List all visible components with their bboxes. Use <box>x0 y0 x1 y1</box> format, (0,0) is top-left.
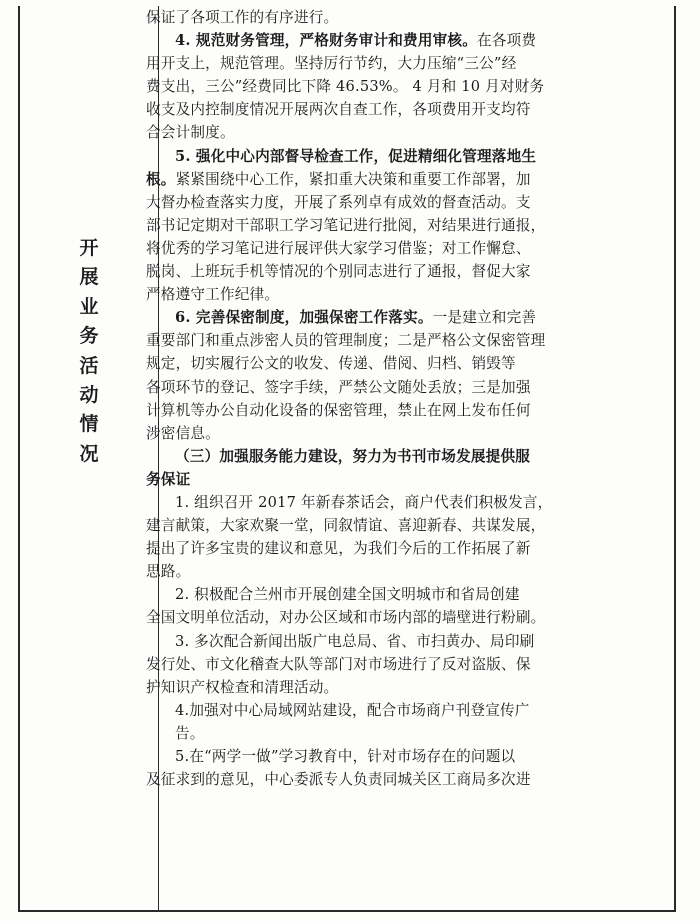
side-label-char: 活 <box>79 354 99 377</box>
body-text: 1. 组织召开 2017 年新春茶话会，商户代表们积极发言， <box>175 493 553 511</box>
text-line <box>146 722 644 745</box>
body-text: 严格遵守工作纪律。 <box>146 286 280 304</box>
text-line <box>146 145 644 168</box>
text-line <box>146 6 644 29</box>
side-label-char: 况 <box>79 442 99 465</box>
text-line <box>146 306 644 329</box>
text-line <box>146 237 644 260</box>
body-text: 4.加强对中心局域网站建设，配合市场商户刊登宣传广 <box>175 701 530 719</box>
text-line <box>146 422 644 445</box>
body-text: 发行处、市文化稽查大队等部门对市场进行了反对盗版、保 <box>146 655 531 673</box>
body-text: 思路。 <box>146 563 191 581</box>
text-line <box>146 653 644 676</box>
text-line <box>146 445 644 468</box>
text-line <box>146 376 644 399</box>
body-text: 5.在“两学一做”学习教育中，针对市场存在的问题以 <box>175 748 516 765</box>
text-line <box>146 52 644 75</box>
bold-heading-text: 根。 <box>146 170 176 188</box>
text-line <box>146 560 644 583</box>
side-label <box>20 234 158 469</box>
text-line <box>146 491 644 514</box>
body-text: 各项环节的登记、签字手续，严禁公文随处丢放；三是加强 <box>146 378 531 396</box>
body-text: 护知识产权检查和清理活动。 <box>146 678 339 696</box>
text-line <box>146 329 644 352</box>
text-line <box>146 214 644 237</box>
body-text: 告。 <box>175 724 205 742</box>
body-text: 紧紧围绕中心工作，紧扣重大决策和重要工作部署，加 <box>175 170 531 188</box>
body-text: 保证了各项工作的有序进行。 <box>146 9 339 26</box>
side-label-char: 展 <box>79 266 99 289</box>
content-body <box>146 6 644 791</box>
body-text: 合会计制度。 <box>146 124 235 142</box>
text-line <box>146 768 644 791</box>
body-text: 3. 多次配合新闻出版广电总局、省、市扫黄办、局印刷 <box>175 632 535 650</box>
text-line <box>146 75 644 98</box>
body-text: 规定，切实履行公文的收发、传递、借阅、归档、销毁等 <box>146 355 516 373</box>
bold-heading-text: 5. 强化中心内部督导检查工作，促进精细化管理落地生 <box>175 147 537 165</box>
body-text: 将优秀的学习笔记进行展评供大家学习借鉴；对工作懈怠、 <box>146 239 531 257</box>
text-line <box>146 191 644 214</box>
body-text: 用开支上，规范管理。坚持厉行节约，大力压缩“三公”经 <box>146 55 517 73</box>
body-text: 重要部门和重点涉密人员的管理制度；二是严格公文保密管理 <box>146 332 546 350</box>
body-text: 及征求到的意见，中心委派专人负责同城关区工商局多次进 <box>146 771 531 789</box>
text-line <box>146 168 644 191</box>
text-line <box>146 98 644 121</box>
text-line <box>146 606 644 629</box>
bold-heading-text: 6. 完善保密制度，加强保密工作落实。 <box>175 309 433 327</box>
text-line <box>146 121 644 144</box>
text-line <box>146 260 644 283</box>
body-text: 大督办检查落实力度，开展了系列卓有成效的督查活动。支 <box>146 193 531 211</box>
bold-heading-text: 务保证 <box>146 470 191 488</box>
body-text: 计算机等办公自动化设备的保密管理，禁止在网上发布任何 <box>146 401 531 419</box>
body-text: 收支及内控制度情况开展两次自查工作，各项费用开支均符 <box>146 101 531 119</box>
text-line <box>146 630 644 653</box>
body-text: 全国文明单位活动，对办公区域和市场内部的墙壁进行粉刷。 <box>146 609 546 627</box>
text-line <box>146 399 644 422</box>
body-text: 脱岗、上班玩手机等情况的个别同志进行了通报，督促大家 <box>146 263 531 281</box>
text-line <box>146 283 644 306</box>
body-text: 提出了许多宝贵的建议和意见，为我们今后的工作拓展了新 <box>146 540 531 558</box>
body-text: 费支出，三公”经费同比下降 46.53%。 4 月和 10 月对财务 <box>146 78 545 96</box>
text-line <box>146 352 644 375</box>
side-label-char: 业 <box>79 295 99 318</box>
text-line <box>146 745 644 768</box>
text-line <box>146 676 644 699</box>
side-label-char: 务 <box>79 325 99 348</box>
text-line <box>146 514 644 537</box>
body-text: 涉密信息。 <box>146 424 220 442</box>
text-line <box>146 468 644 491</box>
text-line <box>146 29 644 52</box>
side-label-char: 情 <box>79 413 99 436</box>
text-line <box>146 583 644 606</box>
bold-heading-text: 4. 规范财务管理，严格财务审计和费用审核。 <box>175 32 477 50</box>
side-label-char: 开 <box>79 237 99 259</box>
side-label-column <box>20 6 159 910</box>
body-text: 建言献策，大家欢聚一堂，同叙情谊、喜迎新春、共谋发展， <box>146 517 546 535</box>
body-text: 一是建立和完善 <box>432 309 537 327</box>
bold-heading-text: （三）加强服务能力建设，努力为书刊市场发展提供服 <box>175 447 531 465</box>
body-text: 部书记定期对干部职工学习笔记进行批阅，对结果进行通报， <box>146 216 546 234</box>
body-text: 在各项费 <box>477 32 537 50</box>
text-line <box>146 699 644 722</box>
text-line <box>146 537 644 560</box>
body-text: 2. 积极配合兰州市开展创建全国文明城市和省局创建 <box>175 586 520 604</box>
side-label-char: 动 <box>79 384 99 407</box>
